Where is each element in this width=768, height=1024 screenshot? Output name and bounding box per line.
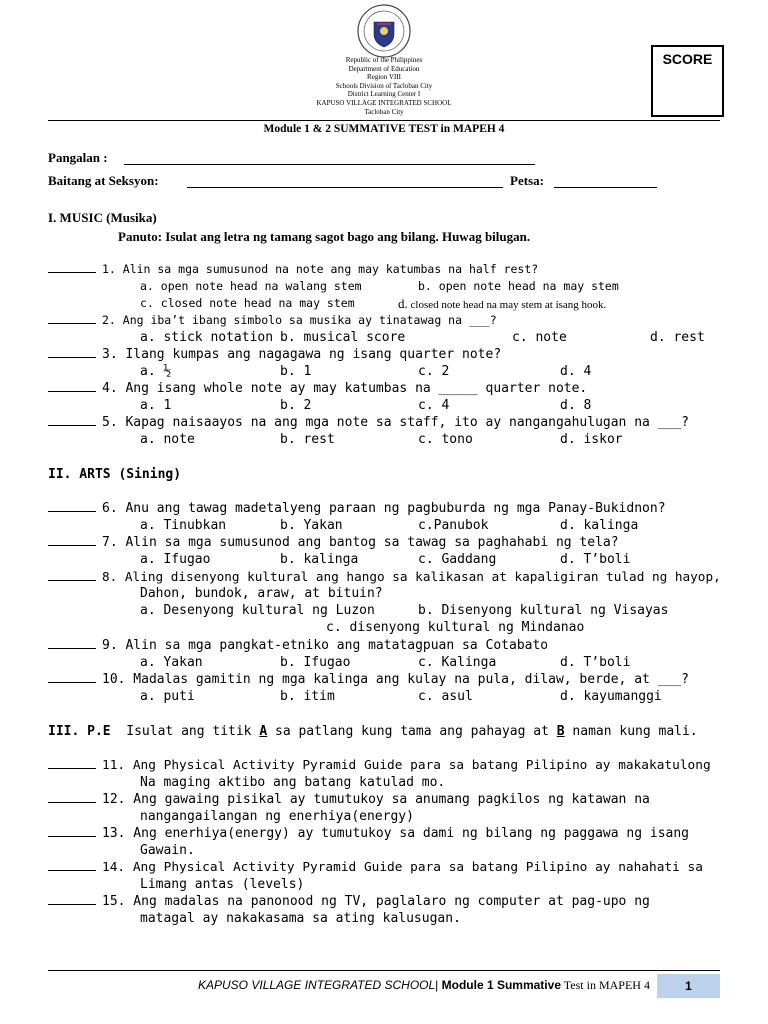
answer-blank-15[interactable]	[48, 904, 96, 905]
footer-module: Module 1 Summative	[441, 978, 561, 992]
score-label: SCORE	[662, 51, 713, 67]
option-10a: a. puti	[140, 689, 195, 704]
answer-blank-12[interactable]	[48, 802, 96, 803]
letter-b: B	[556, 724, 565, 739]
question-11-continued: Na maging aktibo ang batang katulad mo.	[140, 775, 446, 790]
option-6b: b. Yakan	[280, 518, 343, 533]
option-8b: b. Disenyong kultural ng Visayas	[418, 603, 669, 618]
option-5d: d. iskor	[560, 432, 623, 447]
option-10d: d. kayumanggi	[560, 689, 662, 704]
option-6a: a. Tinubkan	[140, 518, 227, 533]
answer-blank-10[interactable]	[48, 682, 96, 683]
music-section-title: I. MUSIC (Musika)	[48, 210, 157, 225]
question-8-continued: Dahon, bundok, araw, at bituin?	[140, 586, 383, 601]
question-10: 10. Madalas gamitin ng mga kalinga ang kulay na pula, dilaw, berde, at ___?	[48, 672, 689, 687]
option-7b: b. kalinga	[280, 552, 359, 567]
option-4a: a. 1	[140, 398, 172, 413]
date-input[interactable]	[554, 173, 657, 188]
score-box	[651, 45, 724, 117]
option-3a: a. ½	[140, 364, 172, 379]
option-9b: b. Ifugao	[280, 655, 351, 670]
option-3c: c. 2	[418, 364, 450, 379]
option-4c: c. 4	[418, 398, 450, 413]
name-input[interactable]	[124, 150, 535, 165]
date-label: Petsa:	[510, 173, 544, 188]
option-1a: a. open note head na walang stem	[140, 279, 362, 293]
question-15: 15. Ang madalas na panonood ng TV, paglalaro ng computer at pag-upo ng	[48, 894, 650, 909]
header-line: Department of Education	[348, 64, 420, 73]
option-3b: b. 1	[280, 364, 312, 379]
question-1: 1. Alin sa mga sumusunod na note ang may katumbas na half rest?	[48, 262, 538, 276]
answer-blank-5[interactable]	[48, 425, 96, 426]
answer-blank-11[interactable]	[48, 768, 96, 769]
option-2d: d. rest	[650, 330, 705, 345]
option-6d: d. kalinga	[560, 518, 639, 533]
question-9: 9. Alin sa mga pangkat-etniko ang matatagpuan sa Cotabato	[48, 638, 548, 653]
answer-blank-1[interactable]	[48, 272, 96, 273]
option-9c: c. Kalinga	[418, 655, 497, 670]
option-3d: d. 4	[560, 364, 592, 379]
question-14-continued: Limang antas (levels)	[140, 877, 305, 892]
option-7d: d. T’boli	[560, 552, 631, 567]
pe-section-header: III. P.E Isulat ang titik A sa patlang kung tama ang pahayag at B naman kung mali.	[48, 724, 698, 739]
header-line: Region VIII	[367, 73, 401, 82]
name-field	[48, 150, 108, 166]
footer-text: KAPUSO VILLAGE INTEGRATED SCHOOL| Module 1 Summative Test in MAPEH 4	[198, 978, 650, 992]
answer-blank-4[interactable]	[48, 391, 96, 392]
question-2: 2. Ang iba’t ibang simbolo sa musika ay tinatawag na ___?	[48, 313, 497, 327]
question-4: 4. Ang isang whole note ay may katumbas na _____ quarter note.	[48, 381, 587, 396]
header-line: Schools Division of Tacloban City	[335, 81, 433, 90]
question-8: 8. Aling disenyong kultural ang hango sa kalikasan at kapaligiran tulad ng hayop,	[48, 569, 721, 584]
option-2c: c. note	[512, 330, 567, 345]
option-10b: b. itim	[280, 689, 335, 704]
question-12: 12. Ang gawaing pisikal ay tumutukoy sa anumang pagkilos ng katawan na	[48, 792, 650, 807]
answer-blank-8[interactable]	[48, 580, 96, 581]
grade-field	[48, 173, 159, 189]
grade-input[interactable]	[187, 173, 503, 188]
option-9a: a. Yakan	[140, 655, 203, 670]
answer-blank-2[interactable]	[48, 323, 96, 324]
header-line: KAPUSO VILLAGE INTEGRATED SCHOOL	[316, 99, 452, 107]
music-instruction: Panuto: Isulat ang letra ng tamang sagot bago ang bilang. Huwag bilugan.	[118, 229, 531, 244]
option-2b: b. musical score	[280, 330, 406, 345]
header-line: Tacloban City	[364, 107, 404, 116]
option-4d: d. 8	[560, 398, 592, 413]
option-8c: c. disenyong kultural ng Mindanao	[326, 620, 585, 635]
answer-blank-14[interactable]	[48, 870, 96, 871]
arts-section-title: II. ARTS (Sining)	[48, 467, 182, 482]
option-4b: b. 2	[280, 398, 312, 413]
option-6c: c.Panubok	[418, 518, 489, 533]
option-1d: d. closed note head na may stem at isang hook.	[398, 296, 607, 311]
question-11: 11. Ang Physical Activity Pyramid Guide para sa batang Pilipino ay makakatulong	[48, 758, 711, 773]
option-5c: c. tono	[418, 432, 473, 447]
option-5b: b. rest	[280, 432, 335, 447]
question-5: 5. Kapag naisaayos na ang mga note sa staff, ito ay nangangahulugan na ___?	[48, 415, 689, 430]
question-7: 7. Alin sa mga sumusunod ang bantog sa tawag sa paghahabi ng tela?	[48, 535, 619, 550]
answer-blank-7[interactable]	[48, 545, 96, 546]
option-1b: b. open note head na may stem	[418, 279, 619, 293]
header-line: Republic of the Philippines	[345, 56, 423, 64]
name-label: Pangalan :	[48, 150, 108, 165]
question-14: 14. Ang Physical Activity Pyramid Guide para sa batang Pilipino ay nahahati sa	[48, 860, 703, 875]
option-5a: a. note	[140, 432, 195, 447]
question-13: 13. Ang enerhiya(energy) ay tumutukoy sa dami ng bilang ng paggawa ng isang	[48, 826, 689, 841]
option-7a: a. Ifugao	[140, 552, 211, 567]
option-8a: a. Desenyong kultural ng Luzon	[140, 603, 375, 618]
answer-blank-13[interactable]	[48, 836, 96, 837]
option-1c: c. closed note head na may stem	[140, 296, 355, 310]
page-title: Module 1 & 2 SUMMATIVE TEST in MAPEH 4	[263, 123, 505, 135]
question-6: 6. Anu ang tawag madetalyeng paraan ng pagbuburda ng mga Panay-Bukidnon?	[48, 501, 666, 516]
question-3: 3. Ilang kumpas ang nagagawa ng isang quarter note?	[48, 347, 501, 362]
header-divider	[48, 120, 720, 121]
pe-section-title: III. P.E	[48, 724, 111, 739]
answer-blank-6[interactable]	[48, 511, 96, 512]
answer-blank-9[interactable]	[48, 648, 96, 649]
grade-label: Baitang at Seksyon:	[48, 173, 159, 188]
deped-seal-icon	[357, 4, 411, 58]
letter-a: A	[259, 724, 268, 739]
option-2a: a. stick notation	[140, 330, 274, 345]
option-9d: d. T’boli	[560, 655, 631, 670]
question-13-continued: Gawain.	[140, 843, 195, 858]
answer-blank-3[interactable]	[48, 357, 96, 358]
header-line: District Learning Center I	[347, 90, 421, 99]
option-10c: c. asul	[418, 689, 473, 704]
question-12-continued: nangangailangan ng enerhiya(energy)	[140, 809, 414, 824]
footer-school: KAPUSO VILLAGE INTEGRATED SCHOOL	[198, 978, 436, 992]
footer-divider	[48, 970, 720, 971]
question-15-continued: matagal ay nakakasama sa ating kalusugan.	[140, 911, 461, 926]
option-7c: c. Gaddang	[418, 552, 497, 567]
page-number: 1	[657, 974, 720, 998]
